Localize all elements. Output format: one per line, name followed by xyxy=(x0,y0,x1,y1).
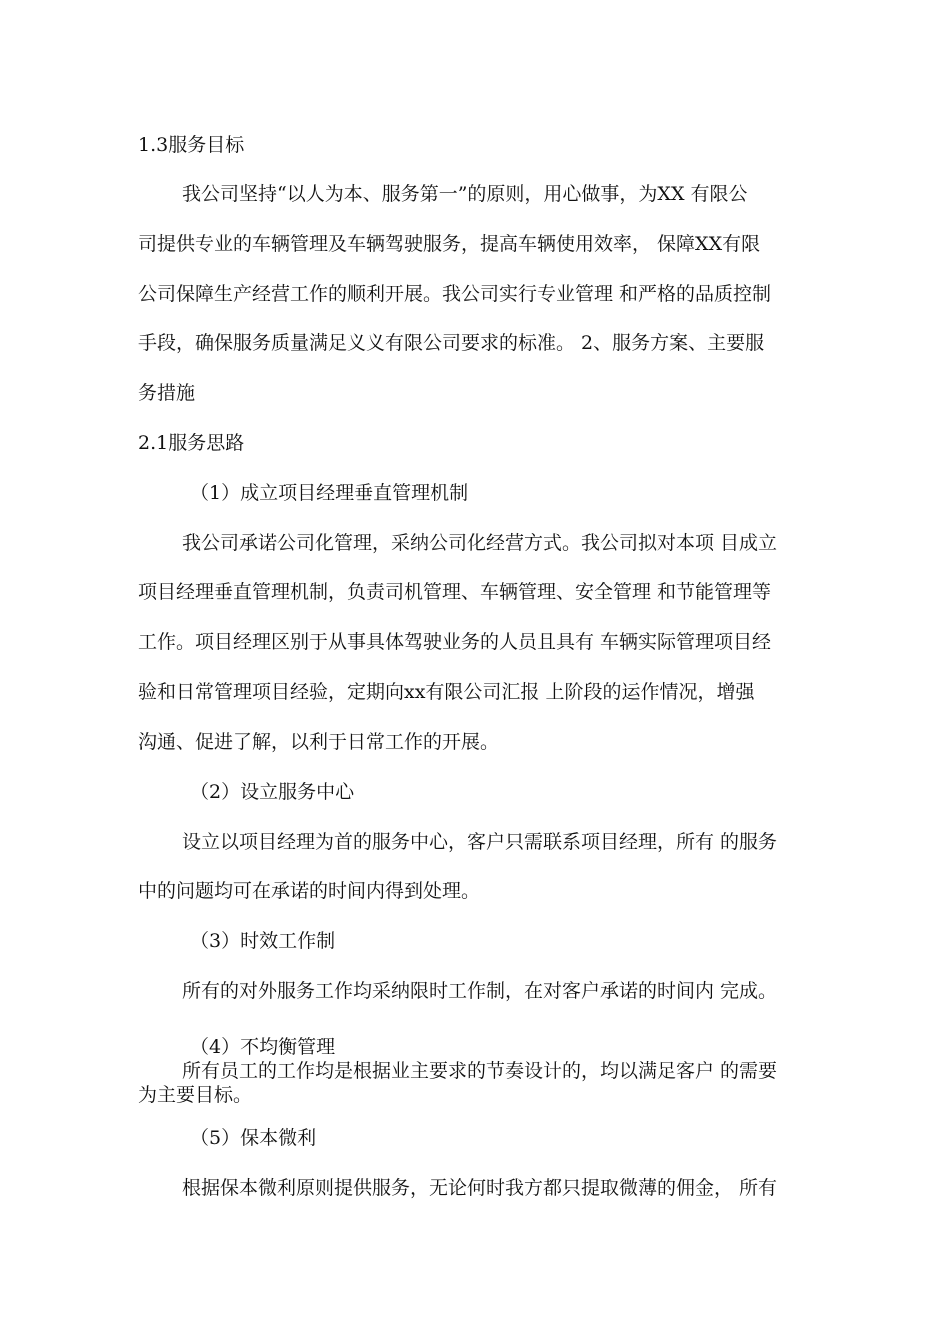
paragraph-line: 手段，确保服务质量满足义义有限公司要求的标准。 2、服务方案、主要服 xyxy=(138,332,765,354)
section-heading-1-3: 1.3服务目标 xyxy=(138,134,245,156)
paragraph-line: 公司保障生产经营工作的顺利开展。我公司实行专业管理 和严格的品质控制 xyxy=(138,283,772,305)
paragraph-line: 司提供专业的车辆管理及车辆驾驶服务，提高车辆使用效率， 保障XX有限 xyxy=(138,233,761,255)
paragraph-line: 所有员工的工作均是根据业主要求的节奏设计的，均以满足客户 的需要 xyxy=(182,1060,778,1082)
paragraph-line: 沟通、促进了解，以利于日常工作的开展。 xyxy=(138,731,500,753)
paragraph-line: 所有的对外服务工作均采纳限时工作制，在对客户承诺的时间内 完成。 xyxy=(182,980,778,1002)
paragraph-line: 工作。项目经理区别于从事具体驾驶业务的人员且具有 车辆实际管理项目经 xyxy=(138,631,772,653)
paragraph-line: 务措施 xyxy=(138,382,196,404)
paragraph-line: 项目经理垂直管理机制，负责司机管理、车辆管理、安全管理 和节能管理等 xyxy=(138,581,772,603)
paragraph-line: 为主要目标。 xyxy=(138,1084,253,1106)
paragraph-line: 我公司坚持“以人为本、服务第一”的原则，用心做事，为XX 有限公 xyxy=(182,183,748,205)
list-item-heading: （1）成立项目经理垂直管理机制 xyxy=(190,482,469,504)
list-item-heading: （4）不均衡管理 xyxy=(190,1036,336,1058)
paragraph-line: 中的问题均可在承诺的时间内得到处理。 xyxy=(138,880,481,902)
paragraph-line: 根据保本微利原则提供服务，无论何时我方都只提取微薄的佣金， 所有 xyxy=(182,1177,778,1199)
list-item-heading: （3）时效工作制 xyxy=(190,930,336,952)
section-heading-2-1: 2.1服务思路 xyxy=(138,432,245,454)
list-item-heading: （2）设立服务中心 xyxy=(190,781,355,803)
list-item-heading: （5）保本微利 xyxy=(190,1127,317,1149)
paragraph-line: 我公司承诺公司化管理，采纳公司化经营方式。我公司拟对本项 目成立 xyxy=(182,532,778,554)
paragraph-line: 验和日常管理项目经验，定期向xx有限公司汇报 上阶段的运作情况，增强 xyxy=(138,681,755,703)
paragraph-line: 设立以项目经理为首的服务中心，客户只需联系项目经理，所有 的服务 xyxy=(182,831,778,853)
